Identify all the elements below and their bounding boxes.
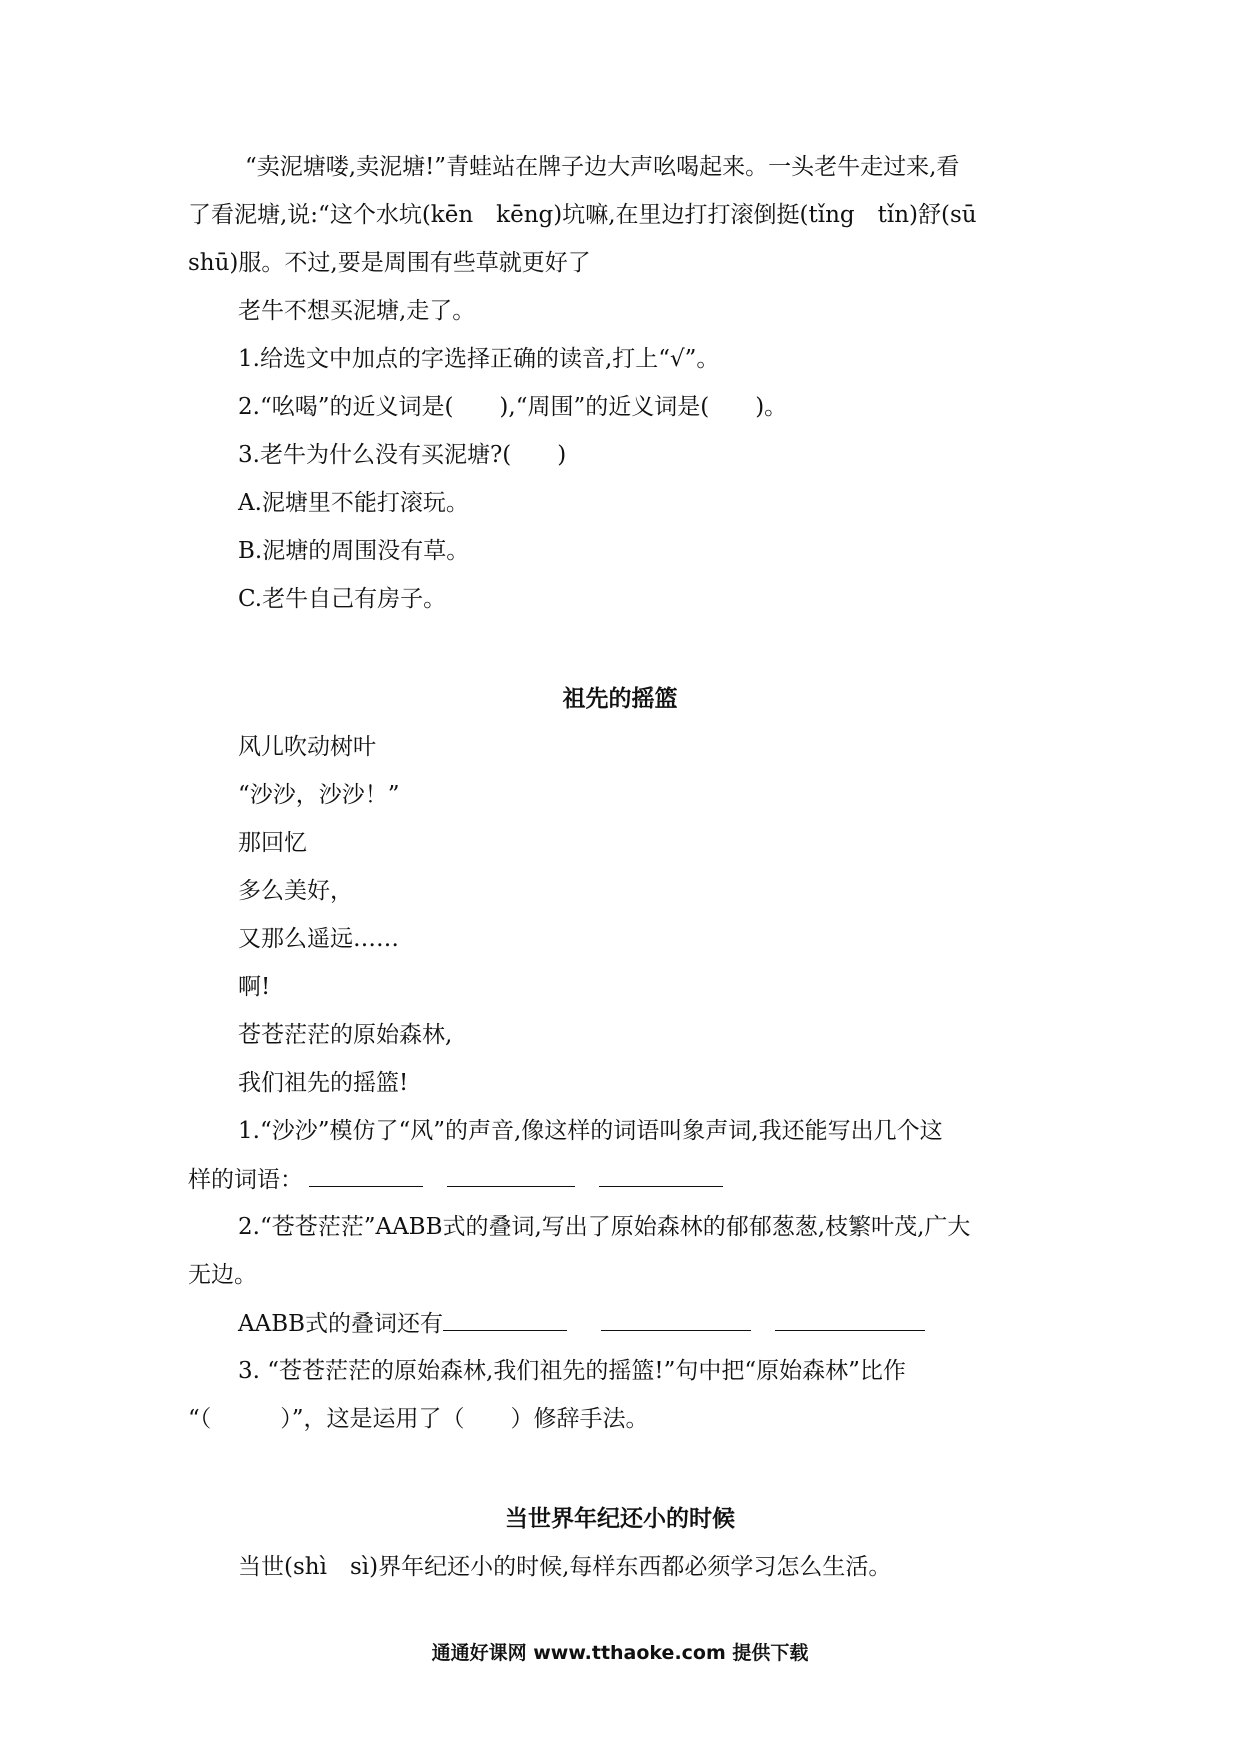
option-c: C.老牛自己有房子。 [238, 586, 447, 612]
passage2-title: 祖先的摇篮 [562, 686, 678, 712]
passage2-question-1-line-2 [188, 1164, 723, 1195]
passage2-question-2-line-3 [238, 1308, 925, 1339]
answer-blank-1[interactable] [309, 1164, 423, 1187]
poem-line-6: 啊! [238, 974, 271, 1000]
answer-blank-6[interactable] [775, 1308, 925, 1331]
option-b: B.泥塘的周围没有草。 [238, 538, 470, 564]
answer-blank-3[interactable] [599, 1164, 723, 1187]
passage2-question-2-line-2: 无边。 [188, 1262, 257, 1288]
poem-line-3: 那回忆 [238, 830, 307, 856]
passage1-line-2: 了看泥塘,说:“这个水坑(kēn kēng)坑嘛,在里边打打滚倒挺(tǐng tǐn)舒(sū [188, 202, 977, 228]
page-footer: 通通好课网 www.tthaoke.com 提供下载 [431, 1642, 809, 1664]
passage1-line-4: 老牛不想买泥塘,走了。 [238, 298, 476, 324]
passage2-question-2-prompt: AABB式的叠词还有 [238, 1311, 444, 1337]
answer-blank-4[interactable] [443, 1308, 567, 1331]
poem-line-1: 风儿吹动树叶 [238, 734, 376, 760]
answer-blank-2[interactable] [447, 1164, 575, 1187]
passage1-question-2: 2.“吆喝”的近义词是( ),“周围”的近义词是( )。 [238, 394, 788, 420]
passage1-question-3: 3.老牛为什么没有买泥塘?( ) [238, 442, 567, 468]
option-a: A.泥塘里不能打滚玩。 [238, 490, 469, 516]
passage2-question-3-line-2: “（ ）”，这是运用了（ ）修辞手法。 [188, 1406, 649, 1432]
passage1-line-3: shū)服。不过,要是周围有些草就更好了 [188, 250, 591, 276]
passage2-question-2-line-1: 2.“苍苍茫茫”AABB式的叠词,写出了原始森林的郁郁葱葱,枝繁叶茂,广大 [238, 1214, 971, 1240]
poem-line-4: 多么美好， [238, 878, 353, 904]
passage2-question-1-prompt: 样的词语： [188, 1167, 303, 1193]
passage1-line-1: “卖泥塘喽,卖泥塘!”青蛙站在牌子边大声吆喝起来。一头老牛走过来,看 [245, 154, 960, 180]
passage3-line-1: 当世(shì sì)界年纪还小的时候,每样东西都必须学习怎么生活。 [238, 1554, 892, 1580]
poem-line-2: “沙沙，沙沙！” [238, 782, 400, 808]
answer-blank-5[interactable] [601, 1308, 751, 1331]
passage1-question-1: 1.给选文中加点的字选择正确的读音,打上“√”。 [238, 346, 720, 372]
passage2-question-1-line-1: 1.“沙沙”模仿了“风”的声音,像这样的词语叫象声词,我还能写出几个这 [238, 1118, 943, 1144]
poem-line-8: 我们祖先的摇篮! [238, 1070, 409, 1096]
poem-line-5: 又那么遥远…… [238, 926, 399, 952]
passage3-title: 当世界年纪还小的时候 [505, 1506, 735, 1532]
poem-line-7: 苍苍茫茫的原始森林, [238, 1022, 453, 1048]
passage2-question-3-line-1: 3. “苍苍茫茫的原始森林,我们祖先的摇篮!”句中把“原始森林”比作 [238, 1358, 906, 1384]
